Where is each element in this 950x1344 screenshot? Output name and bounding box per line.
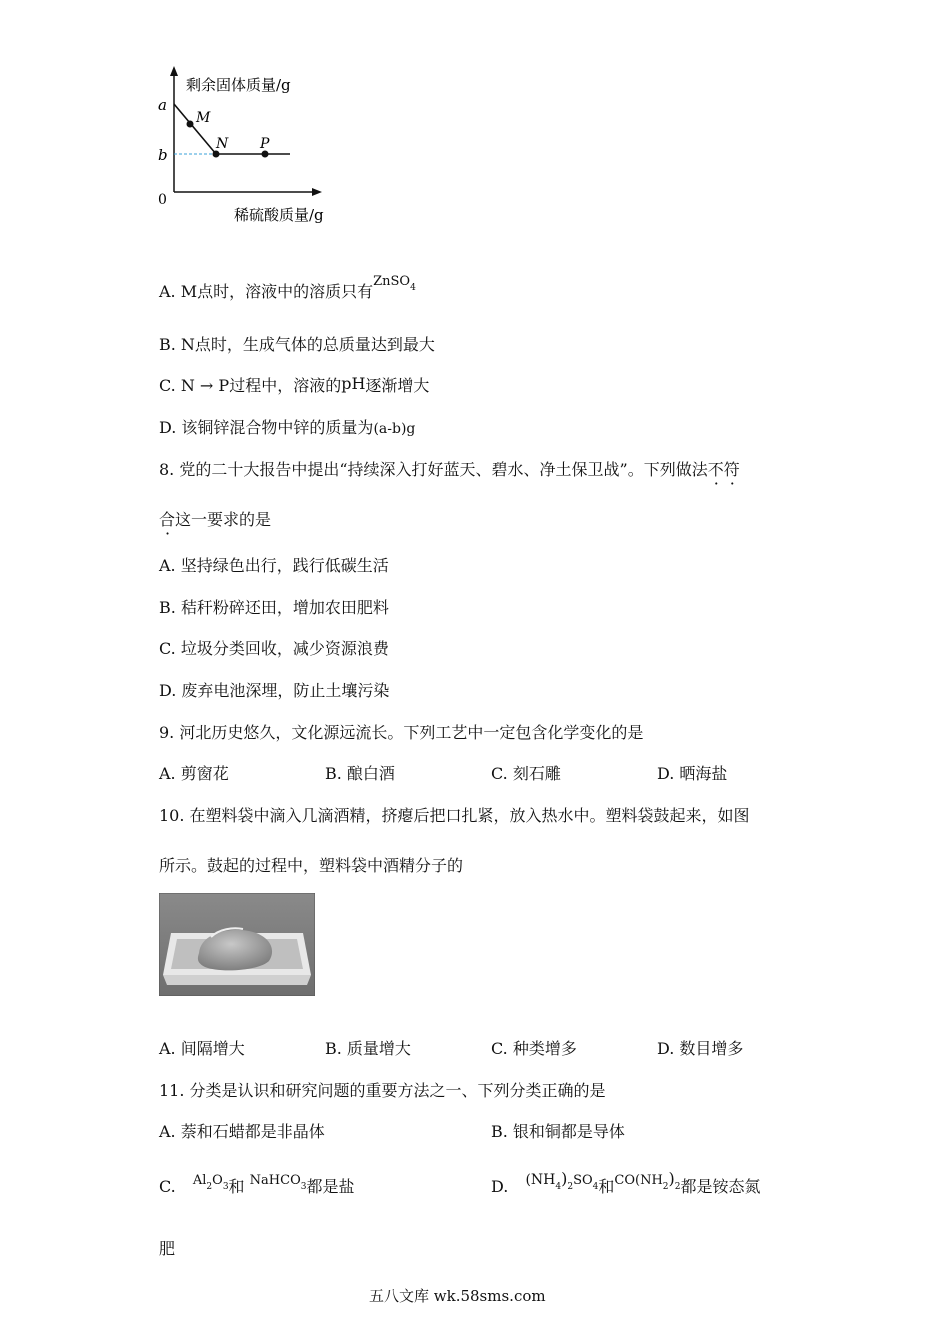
y-axis-label: 剩余固体质量/g — [186, 76, 291, 94]
mass-graph — [150, 60, 490, 300]
p-label: P — [260, 136, 270, 152]
q8-option-a: A. 坚持绿色出行，践行低碳生活 — [159, 556, 389, 575]
q9-option-c: C. 刻石雕 — [491, 764, 561, 783]
q7-option-c — [159, 376, 429, 396]
q10-option-a: A. 间隔增大 — [159, 1039, 245, 1058]
q8-option-b: B. 秸秆粉碎还田，增加农田肥料 — [159, 598, 389, 617]
q10-option-b: B. 质量增大 — [325, 1039, 411, 1058]
y-axis-arrow — [170, 66, 178, 76]
q11-option-a: A. 萘和石蜡都是非晶体 — [159, 1122, 325, 1141]
q7-option-c-text: C. N → P过程中，溶液的 — [159, 376, 342, 395]
q7-option-d — [159, 418, 415, 439]
q10-stem-line2: 所示。鼓起的过程中，塑料袋中酒精分子的 — [159, 856, 464, 875]
al2o3-formula: Al2O3 — [192, 1173, 229, 1192]
q9-option-d: D. 晒海盐 — [657, 764, 728, 783]
q10-stem-line1: 10. 在塑料袋中滴入几滴酒精，挤瘪后把口扎紧，放入热水中。塑料袋鼓起来，如图 — [159, 806, 750, 825]
q11-stem: 11. 分类是认识和研究问题的重要方法之一、下列分类正确的是 — [159, 1081, 606, 1100]
q7-option-c-end: 逐渐增大 — [365, 376, 430, 395]
emphasis-char: 合 — [159, 510, 176, 529]
q11-option-d-wrap: 肥 — [159, 1239, 176, 1258]
q9-option-b: B. 酿白酒 — [325, 764, 395, 783]
q7-option-b: B. N点时，生成气体的总质量达到最大 — [159, 335, 435, 354]
q7-option-a-text: A. M点时，溶液中的溶质只有 — [159, 282, 374, 301]
q10-option-d: D. 数目增多 — [657, 1039, 744, 1058]
origin-label: 0 — [158, 192, 167, 208]
q7-option-a — [159, 274, 416, 305]
point-m — [187, 121, 194, 128]
q11-option-d: D. $^{(NH_4)_2SO_4}$和$^{CO(NH_2)_2}$都是铵态氮 — [491, 1169, 761, 1196]
emphasis-char: 符 — [723, 460, 740, 479]
q8-stem-line1: 8. 党的二十大报告中提出“持续深入打好蓝天、碧水、净土保卫战”。下列做法不符 — [159, 460, 740, 479]
q11-option-b: B. 银和铜都是导体 — [491, 1122, 625, 1141]
q7-option-d-formula: (a-b)g — [373, 421, 416, 437]
q11-option-c-label: C. — [159, 1177, 176, 1196]
nahco3-formula: NaHCO3 — [249, 1173, 307, 1192]
m-label: M — [196, 110, 211, 126]
x-axis-label: 稀硫酸质量/g — [234, 206, 324, 224]
n-label: N — [216, 136, 229, 152]
q8-stem-line2: 合这一要求的是 — [159, 510, 272, 529]
q7-ph: pH — [341, 374, 366, 393]
q8-option-c: C. 垃圾分类回收，减少资源浪费 — [159, 639, 389, 658]
q9-option-a: A. 剪窗花 — [159, 764, 229, 783]
nh4-2so4-formula: (NH4)2SO4 — [525, 1169, 599, 1192]
urea-formula: CO(NH2)2 — [614, 1169, 681, 1192]
b-label: b — [158, 146, 168, 164]
emphasis-char: 不 — [707, 460, 724, 479]
q9-stem: 9. 河北历史悠久，文化源远流长。下列工艺中一定包含化学变化的是 — [159, 723, 644, 742]
q11-option-d-label: D. — [491, 1177, 509, 1196]
q11-option-c: C. $^{Al_2O_3}$和 $^{NaHCO_3}$都是盐 — [159, 1173, 355, 1196]
x-axis-arrow — [312, 188, 322, 196]
q7-option-a-formula: ZnSO4 — [373, 274, 416, 293]
mass-curve — [174, 104, 290, 154]
q10-option-c: C. 种类增多 — [491, 1039, 577, 1058]
q8-option-d: D. 废弃电池深埋，防止土壤污染 — [159, 681, 390, 700]
plastic-bag-photo — [159, 893, 315, 996]
footer-watermark: 五八文库 wk.58sms.com — [369, 1287, 546, 1305]
q7-option-d-text: D. 该铜锌混合物中锌的质量为 — [159, 418, 374, 437]
a-label: a — [158, 96, 167, 114]
